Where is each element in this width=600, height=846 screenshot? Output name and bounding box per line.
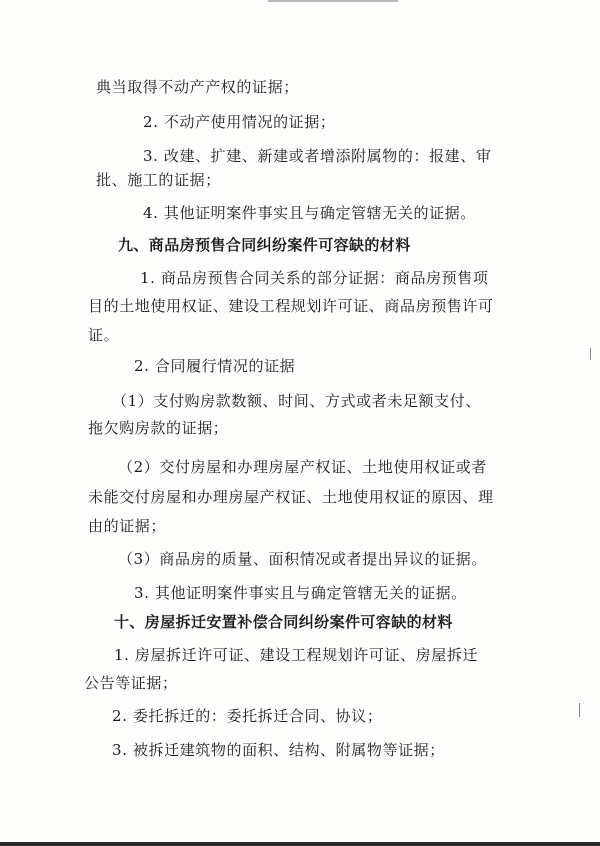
text-line-2: 2. 不动产使用情况的证据； — [143, 113, 336, 131]
scan-side-mark — [579, 703, 580, 717]
text-line-12: 拖欠购房款的证据； — [88, 419, 229, 437]
text-line-9: 证。 — [88, 326, 120, 344]
text-line-21: 2. 委托拆迁的：委托拆迁合同、协议； — [112, 707, 383, 725]
text-line-7: 1. 商品房预售合同关系的部分证据：商品房预售项 — [140, 269, 489, 287]
text-line-1: 典当取得不动产产权的证据； — [96, 78, 299, 96]
text-line-10: 2. 合同履行情况的证据 — [134, 357, 296, 375]
text-line-17: 3. 其他证明案件事实且与确定管辖无关的证据。 — [134, 584, 467, 602]
text-line-15: 由的证据； — [88, 517, 167, 535]
section-heading-10: 十、房屋拆迁安置补偿合同纠纷案件可容缺的材料 — [114, 613, 453, 631]
text-line-5: 4. 其他证明案件事实且与确定管辖无关的证据。 — [143, 204, 476, 222]
text-line-4: 批、施工的证据； — [96, 171, 221, 189]
scan-side-mark — [590, 348, 591, 360]
text-line-14: 未能交付房屋和办理房屋产权证、土地使用权证的原因、理 — [88, 488, 494, 506]
text-line-19: 1. 房屋拆迁许可证、建设工程规划许可证、房屋拆迁 — [114, 646, 479, 664]
scan-top-edge-mark — [268, 0, 398, 2]
text-line-20: 公告等证据； — [84, 674, 178, 692]
text-line-3: 3. 改建、扩建、新建或者增添附属物的：报建、审 — [143, 147, 492, 165]
text-line-13: （2）交付房屋和办理房屋产权证、土地使用权证或者 — [118, 458, 487, 476]
section-heading-9: 九、商品房预售合同纠纷案件可容缺的材料 — [118, 236, 411, 254]
scan-bottom-edge — [0, 842, 600, 846]
text-line-22: 3. 被拆迁建筑物的面积、结构、附属物等证据； — [112, 741, 445, 759]
text-line-11: （1）支付购房款数额、时间、方式或者未足额支付、 — [112, 392, 481, 410]
text-line-16: （3）商品房的质量、面积情况或者提出异议的证据。 — [118, 550, 487, 568]
text-line-8: 目的土地使用权证、建设工程规划许可证、商品房预售许可 — [88, 297, 494, 315]
